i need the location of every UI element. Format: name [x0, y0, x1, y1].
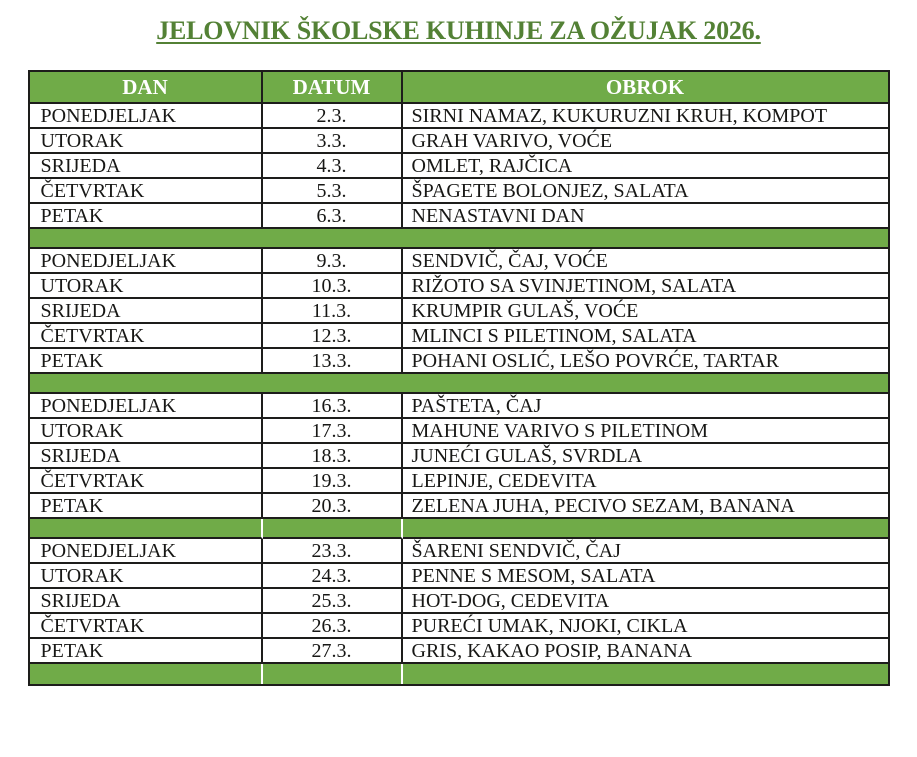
day-cell: PONEDJELJAK — [30, 394, 263, 419]
day-cell: PETAK — [30, 349, 263, 374]
day-cell: UTORAK — [30, 419, 263, 444]
date-cell: 24.3. — [263, 564, 403, 589]
day-cell: PETAK — [30, 639, 263, 664]
separator-cell — [30, 519, 263, 539]
week-separator-bar — [30, 229, 888, 249]
meal-cell: ZELENA JUHA, PECIVO SEZAM, BANANA — [403, 494, 888, 519]
meal-cell: ŠPAGETE BOLONJEZ, SALATA — [403, 179, 888, 204]
meal-cell: GRIS, KAKAO POSIP, BANANA — [403, 639, 888, 664]
meal-cell: PAŠTETA, ČAJ — [403, 394, 888, 419]
day-cell: PETAK — [30, 204, 263, 229]
meal-cell: SIRNI NAMAZ, KUKURUZNI KRUH, KOMPOT — [403, 104, 888, 129]
table-row — [30, 349, 888, 374]
separator-cell — [30, 664, 263, 684]
table-row — [30, 614, 888, 639]
day-cell: UTORAK — [30, 564, 263, 589]
column-header-obrok: OBROK — [403, 72, 888, 104]
date-cell: 2.3. — [263, 104, 403, 129]
week-separator-bar — [30, 664, 888, 684]
table-row — [30, 444, 888, 469]
table-row — [30, 394, 888, 419]
table-row — [30, 469, 888, 494]
day-cell: ČETVRTAK — [30, 324, 263, 349]
table-row — [30, 299, 888, 324]
table-header-row — [30, 72, 888, 104]
separator-cell — [30, 229, 888, 249]
day-cell: ČETVRTAK — [30, 179, 263, 204]
day-cell: UTORAK — [30, 129, 263, 154]
date-cell: 10.3. — [263, 274, 403, 299]
table-row — [30, 274, 888, 299]
meal-cell: RIŽOTO SA SVINJETINOM, SALATA — [403, 274, 888, 299]
day-cell: PONEDJELJAK — [30, 104, 263, 129]
meal-cell: MAHUNE VARIVO S PILETINOM — [403, 419, 888, 444]
meal-cell: POHANI OSLIĆ, LEŠO POVRĆE, TARTAR — [403, 349, 888, 374]
day-cell: ČETVRTAK — [30, 469, 263, 494]
menu-table-rows — [30, 104, 888, 684]
date-cell: 5.3. — [263, 179, 403, 204]
day-cell: PONEDJELJAK — [30, 539, 263, 564]
separator-cell — [263, 664, 403, 684]
meal-cell: SENDVIČ, ČAJ, VOĆE — [403, 249, 888, 274]
meal-cell: HOT-DOG, CEDEVITA — [403, 589, 888, 614]
table-row — [30, 179, 888, 204]
date-cell: 17.3. — [263, 419, 403, 444]
column-header-dan: DAN — [30, 72, 263, 104]
date-cell: 4.3. — [263, 154, 403, 179]
date-cell: 23.3. — [263, 539, 403, 564]
separator-cell — [403, 664, 888, 684]
meal-cell: KRUMPIR GULAŠ, VOĆE — [403, 299, 888, 324]
day-cell: SRIJEDA — [30, 444, 263, 469]
meal-cell: NENASTAVNI DAN — [403, 204, 888, 229]
table-row — [30, 104, 888, 129]
date-cell: 19.3. — [263, 469, 403, 494]
date-cell: 6.3. — [263, 204, 403, 229]
date-cell: 9.3. — [263, 249, 403, 274]
date-cell: 26.3. — [263, 614, 403, 639]
table-row — [30, 564, 888, 589]
date-cell: 20.3. — [263, 494, 403, 519]
column-header-datum: DATUM — [263, 72, 403, 104]
table-row — [30, 249, 888, 274]
meal-cell: OMLET, RAJČICA — [403, 154, 888, 179]
week-separator-bar — [30, 519, 888, 539]
day-cell: UTORAK — [30, 274, 263, 299]
date-cell: 18.3. — [263, 444, 403, 469]
date-cell: 11.3. — [263, 299, 403, 324]
date-cell: 13.3. — [263, 349, 403, 374]
table-row — [30, 419, 888, 444]
table-row — [30, 324, 888, 349]
date-cell: 16.3. — [263, 394, 403, 419]
day-cell: SRIJEDA — [30, 154, 263, 179]
table-row — [30, 589, 888, 614]
meal-cell: GRAH VARIVO, VOĆE — [403, 129, 888, 154]
table-row — [30, 204, 888, 229]
table-row — [30, 539, 888, 564]
separator-cell — [263, 519, 403, 539]
meal-cell: MLINCI S PILETINOM, SALATA — [403, 324, 888, 349]
menu-table — [28, 70, 890, 686]
date-cell: 25.3. — [263, 589, 403, 614]
meal-cell: JUNEĆI GULAŠ, SVRDLA — [403, 444, 888, 469]
table-row — [30, 494, 888, 519]
table-row — [30, 639, 888, 664]
date-cell: 27.3. — [263, 639, 403, 664]
day-cell: PETAK — [30, 494, 263, 519]
week-separator-bar — [30, 374, 888, 394]
table-row — [30, 129, 888, 154]
meal-cell: PUREĆI UMAK, NJOKI, CIKLA — [403, 614, 888, 639]
page-title: JELOVNIK ŠKOLSKE KUHINJE ZA OŽUJAK 2026. — [156, 16, 761, 45]
date-cell: 3.3. — [263, 129, 403, 154]
separator-cell — [30, 374, 888, 394]
day-cell: SRIJEDA — [30, 589, 263, 614]
date-cell: 12.3. — [263, 324, 403, 349]
meal-cell: ŠARENI SENDVIČ, ČAJ — [403, 539, 888, 564]
table-row — [30, 154, 888, 179]
day-cell: SRIJEDA — [30, 299, 263, 324]
day-cell: PONEDJELJAK — [30, 249, 263, 274]
day-cell: ČETVRTAK — [30, 614, 263, 639]
meal-cell: LEPINJE, CEDEVITA — [403, 469, 888, 494]
meal-cell: PENNE S MESOM, SALATA — [403, 564, 888, 589]
separator-cell — [403, 519, 888, 539]
